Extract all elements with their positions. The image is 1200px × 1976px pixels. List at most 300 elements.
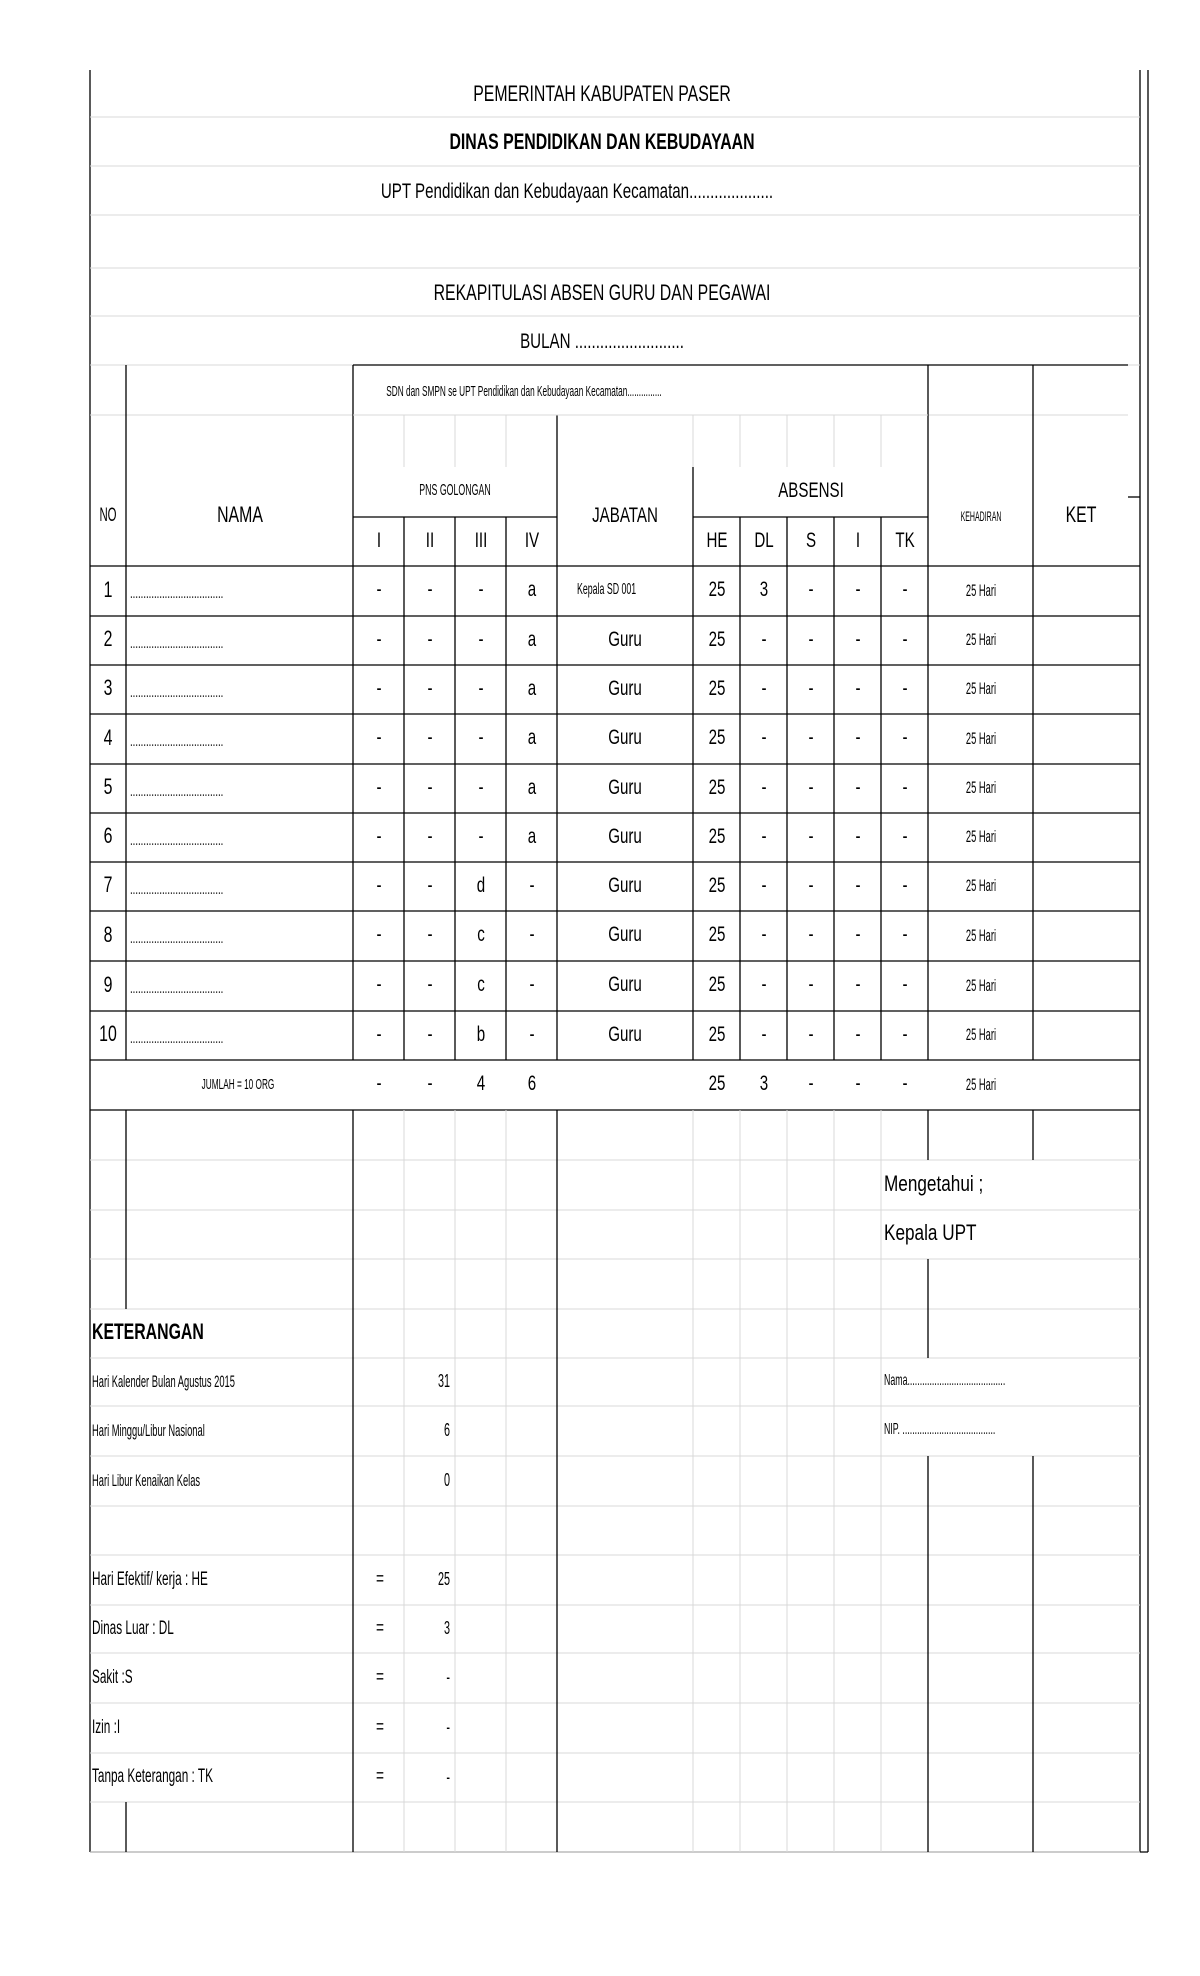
row-jabatan (602, 1024, 649, 1045)
total-gol-value: 6 (527, 1072, 536, 1096)
row-gol-value: - (528, 1022, 535, 1046)
row-no (102, 628, 114, 650)
row-gol-value: - (375, 923, 382, 947)
total-gol-value: - (375, 1072, 382, 1096)
row-abs (807, 875, 814, 896)
row-gol-value: - (477, 775, 484, 799)
row-abs-value: - (854, 676, 861, 700)
total-gol (526, 1073, 538, 1094)
row-nama (130, 1031, 286, 1047)
total-abs (854, 1073, 861, 1094)
row-abs-value: 25 (708, 1022, 725, 1046)
dept-title (390, 131, 814, 153)
row-kehadiran-value: 25 Hari (965, 630, 996, 650)
total-abs-value: 25 (708, 1072, 725, 1096)
col-gol-value: I (376, 528, 381, 552)
code-label-value: Sakit :S (92, 1666, 133, 1688)
row-jabatan (602, 924, 649, 945)
row-gol (475, 1024, 487, 1045)
row-abs (807, 924, 814, 945)
row-gol-value: - (375, 873, 382, 897)
row-abs-value: - (760, 923, 767, 947)
row-gol-value: - (375, 1022, 382, 1046)
row-abs (807, 826, 814, 847)
row-nama (130, 636, 286, 652)
govt-title (423, 83, 781, 105)
row-gol (526, 777, 538, 798)
row-jabatan (602, 777, 649, 798)
sign-nip-value: NIP. ...................................... (884, 1421, 996, 1439)
row-gol (528, 924, 535, 945)
row-no-value: 7 (103, 872, 113, 898)
row-abs (705, 579, 728, 600)
calendar-value-value: 6 (443, 1420, 450, 1441)
col-no (94, 506, 123, 525)
row-no-value: 9 (103, 971, 113, 997)
sign-nama-value: Nama........................................ (884, 1372, 1006, 1390)
row-abs (705, 629, 728, 650)
row-jabatan (602, 629, 649, 650)
row-kehadiran (953, 877, 1008, 894)
row-abs-value: - (901, 775, 908, 799)
col-kehadiran-value: KEHADIRAN (960, 507, 1001, 524)
row-gol-value: a (527, 578, 536, 602)
row-nama-value: ................................... (130, 782, 224, 800)
code-eq-value: = (376, 1666, 384, 1688)
month-label (488, 331, 716, 352)
row-kehadiran (953, 828, 1008, 845)
row-abs-value: - (854, 1022, 861, 1046)
row-gol (526, 826, 538, 847)
code-eq-value: = (376, 1716, 384, 1738)
row-abs-value: - (807, 676, 814, 700)
row-gol (475, 875, 487, 896)
row-jabatan-value: Guru (608, 627, 642, 651)
row-abs (705, 777, 728, 798)
row-abs-value: - (760, 973, 767, 997)
row-gol (375, 974, 382, 995)
row-abs-value: - (901, 923, 908, 947)
row-gol-value: - (477, 676, 484, 700)
row-abs (807, 777, 814, 798)
row-no-value: 10 (99, 1021, 117, 1047)
calendar-label (92, 1472, 289, 1489)
row-abs (760, 777, 767, 798)
row-abs (901, 974, 908, 995)
row-gol-value: - (528, 873, 535, 897)
code-eq (374, 1718, 385, 1737)
row-abs-value: - (901, 973, 908, 997)
row-no (102, 971, 114, 997)
row-gol-value: - (375, 824, 382, 848)
row-gol-value: - (426, 873, 433, 897)
row-kehadiran-value: 25 Hari (965, 827, 996, 847)
row-gol-value: - (375, 578, 382, 602)
row-gol (526, 678, 538, 699)
row-gol (426, 974, 433, 995)
row-abs-value: - (807, 627, 814, 651)
row-gol (526, 727, 538, 748)
row-abs (901, 629, 908, 650)
sign-mengetahui (884, 1170, 1011, 1196)
col-abs-value: DL (753, 528, 774, 552)
row-abs-value: 25 (708, 726, 725, 750)
row-abs (760, 924, 767, 945)
row-abs (901, 875, 908, 896)
row-kehadiran (953, 1026, 1008, 1043)
calendar-label-value: Hari Libur Kenaikan Kelas (92, 1470, 201, 1490)
row-gol (528, 875, 535, 896)
row-nama-value: ................................... (130, 1029, 224, 1047)
code-label (92, 1570, 279, 1589)
row-gol (426, 579, 433, 600)
row-kehadiran-value: 25 Hari (965, 1025, 996, 1045)
row-abs (807, 974, 814, 995)
calendar-value (430, 1372, 450, 1390)
row-abs-value: - (901, 627, 908, 651)
col-gol-value: III (474, 528, 487, 552)
row-gol (426, 875, 433, 896)
row-abs-value: - (854, 627, 861, 651)
row-kehadiran-value: 25 Hari (965, 975, 996, 995)
row-abs-value: 25 (708, 824, 725, 848)
total-abs (705, 1073, 728, 1094)
row-abs (705, 678, 728, 699)
row-gol (375, 727, 382, 748)
row-abs-value: - (760, 775, 767, 799)
row-abs (854, 579, 861, 600)
col-abs (891, 530, 918, 551)
code-label-value: Dinas Luar : DL (92, 1617, 174, 1639)
col-gol-value: II (425, 528, 434, 552)
row-nama-value: ................................... (130, 585, 224, 603)
total-abs-value: - (854, 1072, 861, 1096)
row-kehadiran (953, 680, 1008, 697)
row-gol-value: c (476, 923, 485, 947)
row-no-value: 2 (103, 626, 113, 652)
sign-kepala (884, 1222, 1003, 1244)
row-abs-value: - (807, 1022, 814, 1046)
row-gol (426, 727, 433, 748)
row-abs-value: - (807, 873, 814, 897)
code-eq (374, 1767, 385, 1786)
calendar-value (440, 1471, 450, 1489)
row-abs-value: - (854, 973, 861, 997)
row-jabatan-value: Guru (608, 726, 642, 750)
row-gol-value: c (476, 973, 485, 997)
row-abs (901, 777, 908, 798)
row-abs-value: - (854, 824, 861, 848)
row-gol-value: - (477, 726, 484, 750)
calendar-value-value: 31 (437, 1371, 450, 1392)
row-nama-value: ................................... (130, 980, 224, 998)
row-gol-value: - (528, 973, 535, 997)
row-abs (705, 1024, 728, 1045)
total-abs (758, 1073, 770, 1094)
sign-nip (884, 1422, 1086, 1438)
row-abs (705, 826, 728, 847)
row-nama (130, 734, 286, 750)
row-gol (475, 974, 486, 995)
row-abs-value: - (807, 726, 814, 750)
row-gol (375, 826, 382, 847)
row-gol (426, 924, 433, 945)
row-gol-value: - (426, 627, 433, 651)
row-jabatan-value: Guru (608, 676, 642, 700)
code-value (444, 1718, 450, 1736)
col-abs-value: I (855, 528, 860, 552)
code-label-value: Tanpa Keterangan : TK (92, 1766, 213, 1788)
row-abs-value: 25 (708, 973, 725, 997)
row-abs (760, 629, 767, 650)
row-gol (375, 875, 382, 896)
month-label-value: BULAN .......................... (520, 329, 684, 353)
total-kehadiran (953, 1076, 1008, 1093)
row-abs (901, 924, 908, 945)
total-gol (426, 1073, 433, 1094)
calendar-value (440, 1421, 450, 1439)
row-jabatan-value: Guru (608, 1022, 642, 1046)
row-no-value: 8 (103, 921, 113, 947)
row-gol (426, 629, 433, 650)
code-eq-value: = (376, 1568, 384, 1590)
row-abs (760, 875, 767, 896)
code-value (430, 1570, 450, 1588)
row-nama-value: ................................... (130, 880, 224, 898)
sign-nama (884, 1373, 1105, 1389)
col-nama (208, 504, 272, 526)
row-gol-value: - (477, 824, 484, 848)
row-nama-value: ................................... (130, 683, 224, 701)
row-gol-value: - (375, 627, 382, 651)
code-value (444, 1768, 450, 1786)
row-gol-value: - (426, 775, 433, 799)
row-nama (130, 784, 286, 800)
row-no-value: 1 (103, 576, 113, 602)
row-abs (901, 678, 908, 699)
row-abs-value: - (760, 627, 767, 651)
row-abs-value: - (807, 973, 814, 997)
row-nama (130, 586, 286, 602)
row-abs-value: 25 (708, 923, 725, 947)
row-abs (705, 875, 728, 896)
col-absensi-value: ABSENSI (777, 479, 844, 503)
row-gol (426, 1024, 433, 1045)
row-no (102, 874, 114, 896)
row-gol (477, 777, 484, 798)
row-gol-value: - (426, 824, 433, 848)
row-abs (705, 924, 728, 945)
col-ket (1059, 504, 1102, 526)
row-abs (807, 678, 814, 699)
row-abs-value: - (854, 923, 861, 947)
row-jabatan (602, 727, 649, 748)
row-kehadiran-value: 25 Hari (965, 679, 996, 699)
row-abs (760, 727, 767, 748)
row-abs-value: - (901, 676, 908, 700)
row-abs-value: 25 (708, 676, 725, 700)
row-abs-value: - (807, 923, 814, 947)
code-eq (374, 1570, 385, 1589)
row-jabatan (602, 678, 649, 699)
row-gol-value: - (426, 923, 433, 947)
row-kehadiran-value: 25 Hari (965, 778, 996, 798)
row-abs-value: - (807, 775, 814, 799)
col-pns-golongan-value: PNS GOLONGAN (419, 482, 491, 500)
row-gol (528, 1024, 535, 1045)
row-abs-value: - (760, 873, 767, 897)
col-gol-value: IV (524, 528, 539, 552)
row-gol (475, 924, 486, 945)
row-no (96, 1023, 120, 1045)
row-gol (375, 579, 382, 600)
row-kehadiran-value: 25 Hari (965, 925, 996, 945)
row-abs (760, 826, 767, 847)
row-kehadiran-value: 25 Hari (965, 728, 996, 748)
row-abs (901, 1024, 908, 1045)
row-gol (477, 629, 484, 650)
calendar-value-value: 0 (443, 1470, 450, 1491)
keterangan-heading (92, 1321, 247, 1343)
row-no (102, 776, 114, 798)
row-gol-value: - (375, 676, 382, 700)
row-gol (375, 924, 382, 945)
row-gol-value: - (426, 578, 433, 602)
row-gol (426, 678, 433, 699)
row-kehadiran (953, 779, 1008, 796)
row-abs (705, 727, 728, 748)
total-gol (375, 1073, 382, 1094)
row-jabatan (602, 875, 649, 896)
row-gol (375, 777, 382, 798)
row-abs-value: - (854, 873, 861, 897)
row-gol (477, 678, 484, 699)
row-abs-value: - (901, 1022, 908, 1046)
col-gol (522, 530, 542, 551)
sign-mengetahui-value: Mengetahui ; (884, 1170, 984, 1196)
row-gol-value: - (375, 775, 382, 799)
row-gol-value: - (477, 627, 484, 651)
code-value-value: 3 (443, 1618, 450, 1639)
row-no-value: 6 (103, 823, 113, 849)
col-jabatan-value: JABATAN (592, 503, 658, 527)
row-abs-value: - (854, 775, 861, 799)
row-abs-value: - (807, 578, 814, 602)
row-gol (375, 1024, 382, 1045)
row-gol (477, 826, 484, 847)
col-abs (750, 530, 777, 551)
sign-kepala-value: Kepala UPT (884, 1220, 977, 1246)
code-label (92, 1619, 224, 1638)
row-gol-value: a (527, 824, 536, 848)
row-abs (705, 974, 728, 995)
row-nama-value: ................................... (130, 930, 224, 948)
row-gol-value: - (375, 973, 382, 997)
row-nama (130, 931, 286, 947)
code-value-value: 25 (437, 1569, 450, 1590)
row-abs (901, 826, 908, 847)
code-label-value: Hari Efektif/ kerja : HE (92, 1568, 208, 1590)
row-abs (760, 974, 767, 995)
row-gol-value: - (477, 578, 484, 602)
code-value (444, 1668, 450, 1686)
row-no (102, 576, 114, 602)
row-abs (760, 678, 767, 699)
row-abs-value: - (901, 824, 908, 848)
row-no-value: 3 (103, 675, 113, 701)
col-abs-value: S (805, 528, 816, 552)
row-abs-value: 25 (708, 775, 725, 799)
code-eq (374, 1619, 385, 1638)
col-absensi (765, 480, 856, 501)
row-gol-value: b (476, 1022, 485, 1046)
code-label (92, 1668, 157, 1687)
row-kehadiran (953, 927, 1008, 944)
row-gol-value: a (527, 676, 536, 700)
row-gol-value: d (476, 873, 485, 897)
calendar-label-value: Hari Kalender Bulan Agustus 2015 (92, 1371, 235, 1391)
row-abs (760, 1024, 767, 1045)
code-eq-value: = (376, 1617, 384, 1639)
row-abs-value: 25 (708, 578, 725, 602)
row-jabatan-value: Kepala SD 001 (577, 581, 637, 599)
total-abs (901, 1073, 908, 1094)
row-nama-value: ................................... (130, 634, 224, 652)
row-nama (130, 981, 286, 997)
code-label (92, 1718, 137, 1737)
row-abs-value: - (854, 726, 861, 750)
row-kehadiran (953, 977, 1008, 994)
col-jabatan (579, 505, 670, 526)
total-abs-value: - (901, 1072, 908, 1096)
total-kehadiran-value: 25 Hari (965, 1074, 996, 1094)
code-eq (374, 1668, 385, 1687)
row-abs-value: 3 (759, 578, 768, 602)
col-ket-value: KET (1065, 502, 1096, 528)
report-title (368, 279, 836, 305)
row-gol-value: - (528, 923, 535, 947)
dept-title-value: DINAS PENDIDIKAN DAN KEBUDAYAAN (449, 129, 755, 155)
row-gol-value: a (527, 775, 536, 799)
code-eq-value: = (376, 1766, 384, 1788)
row-abs (807, 579, 814, 600)
row-gol (528, 974, 535, 995)
row-abs (854, 1024, 861, 1045)
total-abs-value: - (807, 1072, 814, 1096)
row-nama (130, 833, 286, 849)
col-pns-golongan (390, 483, 520, 499)
calendar-label (92, 1422, 297, 1439)
row-gol-value: - (375, 726, 382, 750)
code-value (440, 1619, 450, 1637)
report-title-value: REKAPITULASI ABSEN GURU DAN PEGAWAI (433, 279, 771, 305)
row-abs (758, 579, 770, 600)
row-gol (375, 629, 382, 650)
row-gol (375, 678, 382, 699)
col-abs-value: HE (705, 528, 728, 552)
row-no (102, 921, 114, 947)
row-abs (807, 727, 814, 748)
row-nama (130, 882, 286, 898)
row-abs (854, 875, 861, 896)
row-abs (854, 826, 861, 847)
row-gol (426, 777, 433, 798)
row-abs-value: 25 (708, 873, 725, 897)
row-kehadiran (953, 730, 1008, 747)
total-gol-value: 4 (476, 1072, 485, 1096)
row-jabatan-value: Guru (608, 824, 642, 848)
row-no-value: 4 (103, 724, 113, 750)
